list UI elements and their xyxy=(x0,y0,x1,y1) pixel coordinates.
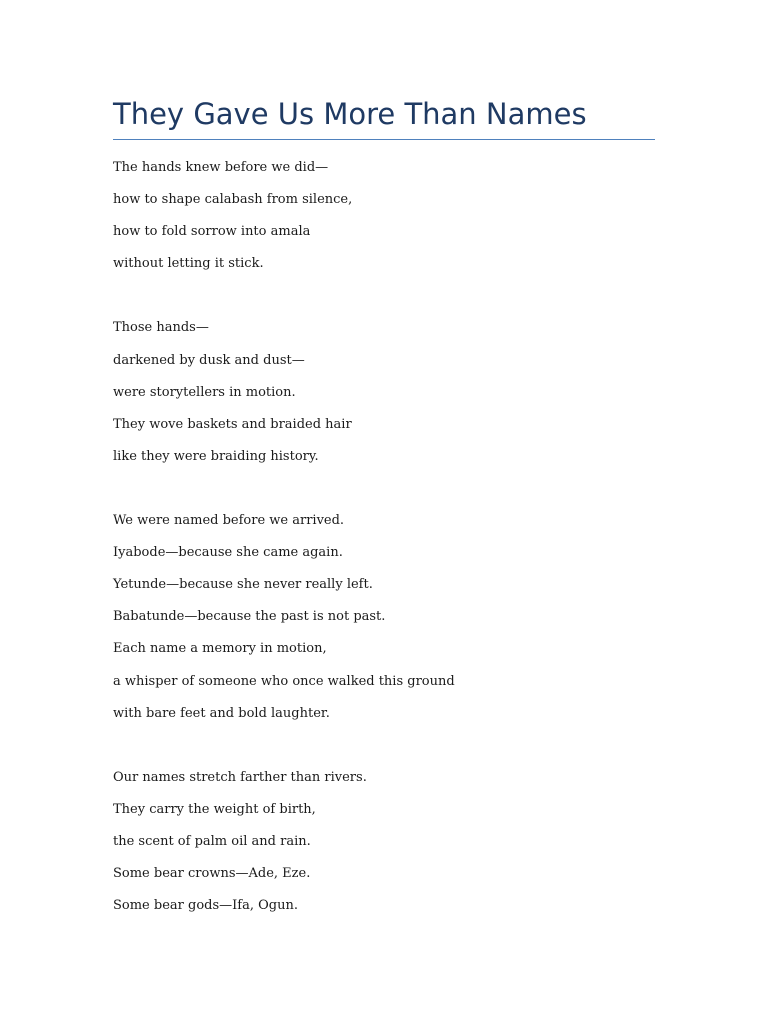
poem-line: the scent of palm oil and rain. xyxy=(113,833,311,849)
title-underline-rule xyxy=(113,139,655,140)
poem-line: Babatunde—because the past is not past. xyxy=(113,609,386,625)
poem-line: with bare feet and bold laughter. xyxy=(113,705,330,721)
poem-line: Those hands— xyxy=(113,320,209,336)
poem-line: were storytellers in motion. xyxy=(113,384,296,400)
poem-line: Yetunde—because she never really left. xyxy=(113,577,373,593)
poem-line: Our names stretch farther than rivers. xyxy=(113,769,367,785)
poem-line: without letting it stick. xyxy=(113,256,264,272)
stanza-break xyxy=(113,280,673,312)
stanza-break xyxy=(113,473,673,505)
poem-line: darkened by dusk and dust— xyxy=(113,352,305,368)
stanza-break xyxy=(113,730,673,762)
poem-line: They carry the weight of birth, xyxy=(113,801,316,817)
poem-body xyxy=(113,152,673,922)
poem-line: like they were braiding history. xyxy=(113,448,319,464)
poem-line: Iyabode—because she came again. xyxy=(113,545,343,561)
poem-line: Some bear gods—Ifa, Ogun. xyxy=(113,898,298,914)
poem-line: Some bear crowns—Ade, Eze. xyxy=(113,866,311,882)
poem-line: We were named before we arrived. xyxy=(113,513,345,529)
poem-line: how to shape calabash from silence, xyxy=(113,192,353,208)
document-title: They Gave Us More Than Names xyxy=(113,97,587,131)
poem-line: The hands knew before we did— xyxy=(113,160,329,175)
poem-line: how to fold sorrow into amala xyxy=(113,224,311,240)
poem-line: They wove baskets and braided hair xyxy=(113,416,352,432)
poem-line: a whisper of someone who once walked this ground xyxy=(113,673,455,689)
poem-line: Each name a memory in motion, xyxy=(113,641,327,657)
